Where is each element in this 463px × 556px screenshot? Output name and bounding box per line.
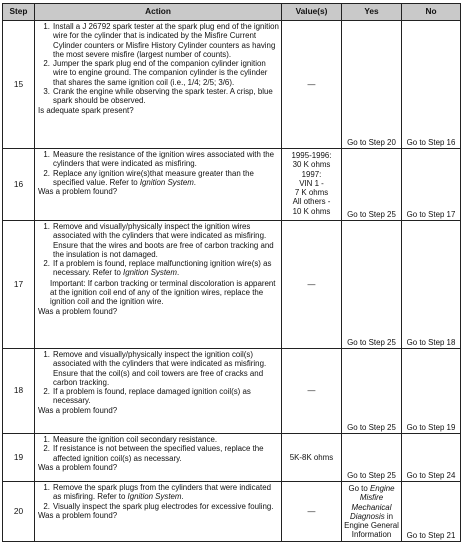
no-link[interactable]: Go to Step 24 xyxy=(402,434,461,482)
value-cell: — xyxy=(282,21,342,149)
table-row xyxy=(3,149,461,221)
step-number: 17 xyxy=(3,221,35,349)
step-number: 18 xyxy=(3,349,35,434)
action-item: 1. Remove and visually/physically inspect the ignition wires associated with the cylinders that were indicated as misfiring. Ensure that the wires and boots are free of carbon tracking and the insulation is not damaged. xyxy=(43,222,274,259)
value-cell: — xyxy=(282,349,342,434)
table-row xyxy=(3,482,461,542)
ignition-system-ref[interactable]: Ignition System xyxy=(123,268,177,278)
no-link[interactable]: Go to Step 16 xyxy=(402,21,461,149)
engine-misfire-ref[interactable]: Engine Misfire Mechanical Diagnosis xyxy=(350,484,395,521)
no-link[interactable]: Go to Step 18 xyxy=(402,221,461,349)
action-cell xyxy=(35,21,282,149)
header-step: Step xyxy=(3,4,35,21)
header-yes: Yes xyxy=(342,4,402,21)
action-cell xyxy=(35,349,282,434)
ignition-system-ref[interactable]: Ignition System xyxy=(127,492,182,502)
action-item: 2. If a problem is found, replace malfunctioning ignition wire(s) as necessary. Refer to Ignition System. xyxy=(43,259,272,278)
action-item: 1. Remove the spark plugs from the cylinders that were indicated as misfiring. Refer to Ignition System. xyxy=(43,483,271,502)
action-item: 2. Visually inspect the spark plug electrodes for excessive fouling. xyxy=(43,501,274,511)
question-text: Was a problem found? xyxy=(38,306,118,316)
header-no: No xyxy=(402,4,461,21)
diagnostic-table xyxy=(2,3,461,542)
value-cell: 5K-8K ohms xyxy=(282,434,342,482)
question-text: Was a problem found? xyxy=(38,510,118,520)
question-text: Is adequate spark present? xyxy=(38,105,134,115)
no-link[interactable]: Go to Step 21 xyxy=(402,482,461,542)
action-cell xyxy=(35,434,282,482)
question-text: Was a problem found? xyxy=(38,462,118,472)
yes-link[interactable]: Go to Step 25 xyxy=(342,434,402,482)
step-number: 16 xyxy=(3,149,35,221)
question-text: Was a problem found? xyxy=(38,187,118,197)
important-note: Important: If carbon tracking or terminal discoloration is apparent at the ignition coil end of any of the ignition wires, replace the ignition coil and the ignition wire. xyxy=(50,278,276,307)
step-number: 20 xyxy=(3,482,35,542)
action-cell xyxy=(35,221,282,349)
table-row xyxy=(3,349,461,434)
action-cell xyxy=(35,149,282,221)
step-number: 19 xyxy=(3,434,35,482)
action-item: 3. Crank the engine while observing the spark tester. A crisp, blue spark should be observed. xyxy=(43,87,273,106)
action-item: 1. Measure the resistance of the ignition wires associated with the cylinders that were indicated as misfiring. xyxy=(43,150,275,169)
yes-link[interactable]: Go to Step 25 xyxy=(342,349,402,434)
action-item: 1. Install a J 26792 spark tester at the spark plug end of the ignition wire for the cylinder that is indicated by the Misfire Current Cylinder counters or Misfire History Cylinder counters as having the most severe misfire (largest number of counts). xyxy=(43,22,279,59)
action-item: 2. If resistance is not between the specified values, replace the affected ignition coil(s) as necessary. xyxy=(43,444,264,463)
action-item: 1. Remove and visually/physically inspect the ignition coil(s) associated with the cylinders that were indicated as misfiring. Ensure that the coil(s) and coil towers are free of cracks and carbon tracking. xyxy=(43,350,267,387)
step-number: 15 xyxy=(3,21,35,149)
action-cell xyxy=(35,482,282,542)
question-text: Was a problem found? xyxy=(38,405,118,415)
table-row xyxy=(3,21,461,149)
yes-link[interactable]: Go to Engine Misfire Mechanical Diagnosis in Engine General Information xyxy=(342,482,402,542)
yes-link[interactable]: Go to Step 25 xyxy=(342,221,402,349)
yes-link[interactable]: Go to Step 25 xyxy=(342,149,402,221)
table-row xyxy=(3,221,461,349)
action-item: 2. If a problem is found, replace damaged ignition coil(s) as necessary. xyxy=(43,387,251,406)
action-item: 2. Jumper the spark plug end of the companion cylinder ignition wire to engine ground. The companion cylinder is the cylinder that shares the same ignition coil (i.e., 1/4; 2/5; 3/6). xyxy=(43,59,268,87)
value-cell: — xyxy=(282,221,342,349)
value-cell: — xyxy=(282,482,342,542)
no-link[interactable]: Go to Step 17 xyxy=(402,149,461,221)
yes-link[interactable]: Go to Step 20 xyxy=(342,21,402,149)
header-action: Action xyxy=(35,4,282,21)
ignition-system-ref[interactable]: Ignition System xyxy=(139,177,194,187)
header-values: Value(s) xyxy=(282,4,342,21)
action-item: 1. Measure the ignition coil secondary resistance. xyxy=(43,435,218,444)
no-link[interactable]: Go to Step 19 xyxy=(402,349,461,434)
table-row xyxy=(3,434,461,482)
header-row xyxy=(3,4,461,21)
action-item: 2. Replace any ignition wire(s)that measure greater than the specified value. Refer to Ignition System. xyxy=(43,168,254,187)
value-cell: 1995-1996: 30 K ohms 1997: VIN 1 - 7 K ohms All others - 10 K ohms xyxy=(282,149,342,221)
